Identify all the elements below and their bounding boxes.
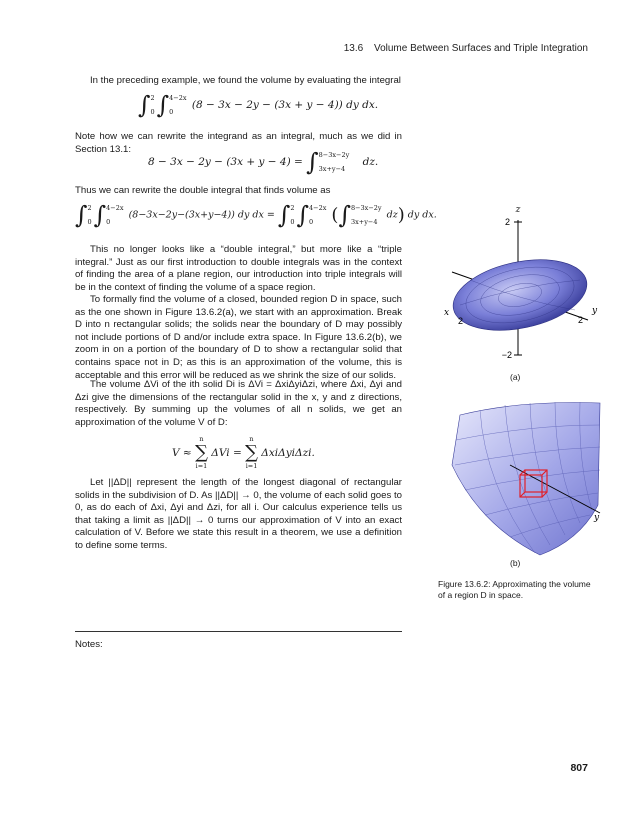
axis-z-label: z <box>515 205 521 215</box>
section-title: Volume Between Surfaces and Triple Integration <box>373 43 588 54</box>
tick-z-top: 2 <box>504 217 510 227</box>
figure-b-label: (b) <box>510 558 521 568</box>
eq3-right: dz <box>386 209 398 221</box>
axis-y-label-b: y <box>594 513 600 523</box>
eq4-mid: ΔVi = <box>211 447 242 459</box>
page-number: 807 <box>570 762 588 774</box>
section-number: 13.6 <box>343 43 364 54</box>
eq3-left: (8−3x−2y−(3x+y−4)) dy dx = <box>128 209 275 221</box>
paragraph-7: Let ||ΔD|| represent the length of the longest diagonal of rectangular solids in the subdivision of D. As ||ΔD|| → 0, the volume of each solid goes to 0, as do each of Δxi, Δyi and Δzi, for all i. Our calculus experience tells us that taking a limit as ||ΔD|| → 0 turns our approximation of V into an exact calculation of V. Before we state this result in a theorem, we use a definition to define some terms. <box>75 477 402 551</box>
tick-z-bottom: −2 <box>501 350 512 360</box>
paragraph-2: Note how we can rewrite the integrand as an integral, much as we did in Section 13.1: <box>75 131 402 155</box>
eq1-inner-limits: 4−2x 0 <box>169 93 187 116</box>
axis-x-label: x <box>444 308 450 318</box>
paragraph-4: This no longer looks like a “double integral,” but more like a “triple integral.” Just as our first introduction to double integrals was in the context of finding the area of a plane region, our introduction into triple integrals will be in the context of finding the volume of a space region. <box>75 244 402 293</box>
tick-x: 2 <box>458 316 464 326</box>
equation-1: ∫2 0∫4−2x 0 (8 − 3x − 2y − (3x + y − 4)) dy dx. <box>138 91 379 119</box>
notes-divider <box>75 631 402 632</box>
eq1-integrand: (8 − 3x − 2y − (3x + y − 4)) dy dx. <box>191 99 379 111</box>
eq4-right: ΔxiΔyiΔzi. <box>261 447 315 459</box>
sum-symbol-1: n ∑ i=1 <box>195 435 208 470</box>
tick-y: 2 <box>578 315 584 325</box>
eq2-left: 8 − 3x − 2y − (3x + y − 4) = <box>148 156 303 168</box>
paragraph-5: To formally find the volume of a closed, bounded region D in space, such as the one shown in Figure 13.6.2(a), we start with an approximation. Break D into n rectangular solids; the solids near the boundary of D may possibly not include portions of D and/or include extra space. In Figure 13.6.2(b), we zoom in on a portion of the boundary of D to show a rectangular solid that contains space not in D; as this is an approximation of the volume, this is acceptable and this error will be reduced as we shrink the size of our solids. <box>75 294 402 381</box>
eq2-right: dz. <box>362 156 379 168</box>
figure-b-zoom <box>440 395 610 560</box>
equation-3: ∫2 0∫4−2x 0 (8−3x−2y−(3x+y−4)) dy dx = ∫2 0∫4−2x 0 (∫8−3x−2y 3x+y−4 dz) dy dx. <box>75 201 437 229</box>
running-header <box>344 43 588 54</box>
paragraph-3: Thus we can rewrite the double integral that finds volume as <box>75 185 331 196</box>
equation-2: 8 − 3x − 2y − (3x + y − 4) = ∫8−3x−2y 3x+y−4 dz. <box>148 148 379 176</box>
paragraph-1: In the preceding example, we found the volume by evaluating the integral <box>90 75 401 86</box>
eq2-limits: 8−3x−2y 3x+y−4 <box>318 150 350 173</box>
equation-4 <box>172 435 315 471</box>
figure-a-ellipsoid <box>430 200 600 375</box>
paragraph-6: The volume ΔVi of the ith solid Di is ΔVi = ΔxiΔyiΔzi, where Δxi, Δyi and Δzi give the dimensions of the rectangular solid in the x, y and z directions, respectively. By summing up the volumes of all n solids, we get an approximation of the volume V of D: <box>75 379 402 428</box>
eq4-left: V ≈ <box>172 447 192 459</box>
axis-y-label: y <box>592 306 598 316</box>
eq1-outer-limits: 2 0 <box>150 93 155 116</box>
notes-label: Notes: <box>75 639 103 650</box>
figure-a-label: (a) <box>510 372 521 382</box>
sum-symbol-2: n ∑ i=1 <box>245 435 258 470</box>
eq3-tail: dy dx. <box>407 209 437 221</box>
figure-caption: Figure 13.6.2: Approximating the volume of a region D in space. <box>438 579 591 600</box>
